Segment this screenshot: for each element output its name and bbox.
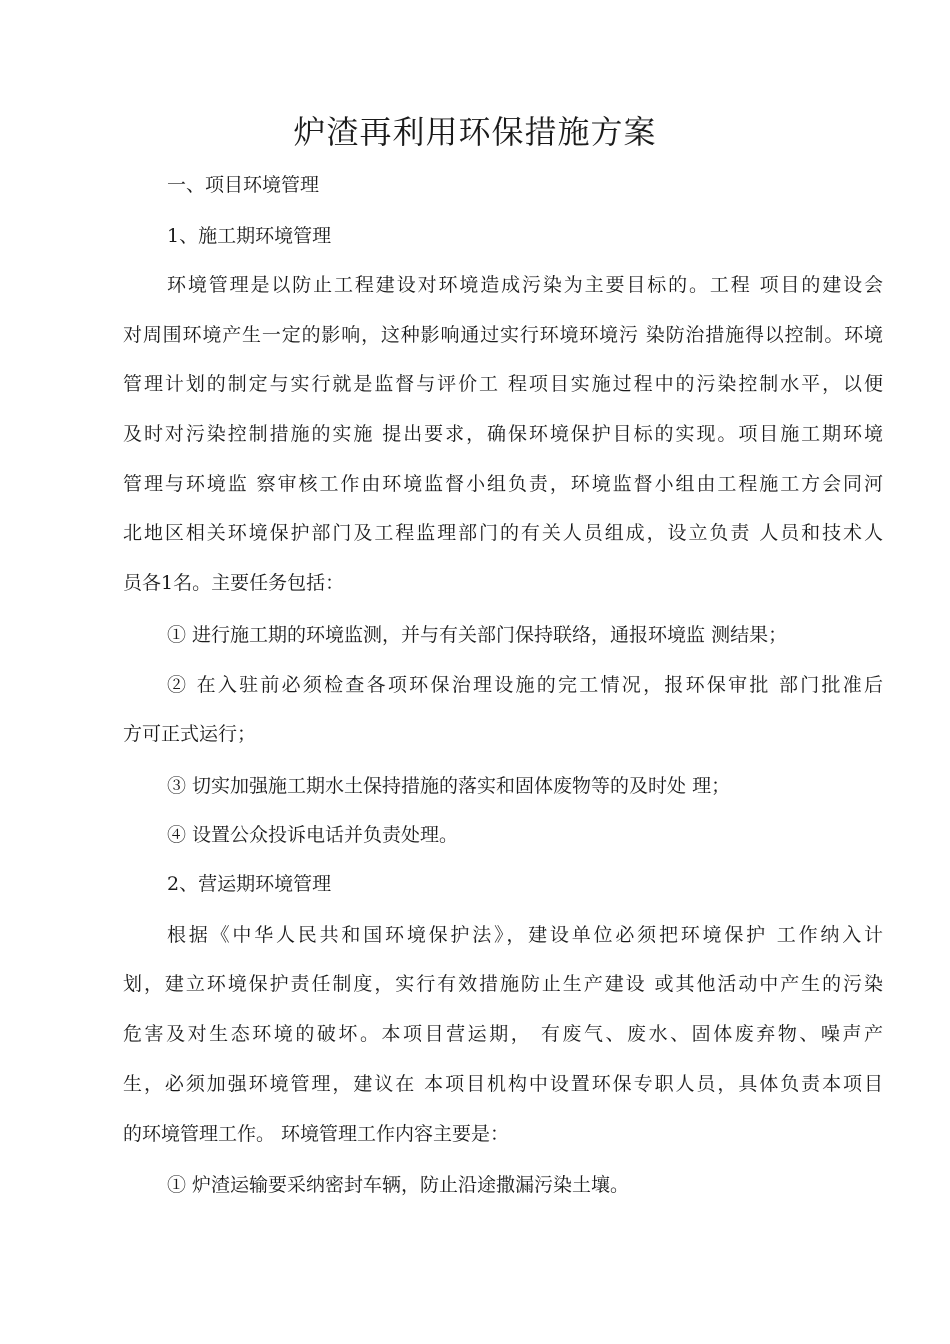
paragraph-line: 危害及对生态环境的破坏。本项目营运期， 有废气、废水、固体废弃物、噪声产 xyxy=(123,1023,883,1045)
document-title: 炉渣再利用环保措施方案 xyxy=(293,113,657,151)
subsection-heading-construction-period: 1、施工期环境管理 xyxy=(167,225,332,247)
paragraph-line: 的环境管理工作。 环境管理工作内容主要是： xyxy=(123,1123,510,1145)
paragraph-line: 管理计划的制定与实行就是监督与评价工 程项目实施过程中的污染控制水平，以便 xyxy=(123,373,883,395)
list-item-slag-transport: ① 炉渣运输要采纳密封车辆，防止沿途撒漏污染土壤。 xyxy=(167,1174,630,1196)
list-item-monitoring: ① 进行施工期的环境监测，并与有关部门保持联络，通报环境监 测结果； xyxy=(167,624,788,646)
paragraph-line: 生，必须加强环境管理，建议在 本项目机构中设置环保专职人员，具体负责本项目 xyxy=(123,1073,883,1095)
paragraph-line: 员各1名。主要任务包括： xyxy=(123,572,345,594)
subsection-heading-operation-period: 2、营运期环境管理 xyxy=(167,873,332,895)
list-item-soil-conservation: ③ 切实加强施工期水土保持措施的落实和固体废物等的及时处 理； xyxy=(167,775,731,797)
paragraph-line: 根据《中华人民共和国环境保护法》，建设单位必须把环境保护 工作纳入计 xyxy=(167,924,883,946)
list-item-facility-check: ② 在入驻前必须检查各项环保治理设施的完工情况，报环保审批 部门批准后 xyxy=(167,674,883,696)
paragraph-line: 及时对污染控制措施的实施 提出要求，确保环境保护目标的实现。项目施工期环境 xyxy=(123,423,883,445)
paragraph-line: 管理与环境监 察审核工作由环境监督小组负责，环境监督小组由工程施工方会同河 xyxy=(123,473,883,495)
list-item-complaint-hotline: ④ 设置公众投诉电话并负责处理。 xyxy=(167,824,459,846)
section-heading-project-environment: 一、项目环境管理 xyxy=(167,174,320,196)
paragraph-line: 环境管理是以防止工程建设对环境造成污染为主要目标的。工程 项目的建设会 xyxy=(167,274,883,296)
paragraph-line: 对周围环境产生一定的影响，这种影响通过实行环境环境污 染防治措施得以控制。环境 xyxy=(123,324,883,346)
list-item-facility-check-cont: 方可正式运行； xyxy=(123,723,257,745)
paragraph-line: 划，建立环境保护责任制度，实行有效措施防止生产建设 或其他活动中产生的污染 xyxy=(123,973,883,995)
paragraph-line: 北地区相关环境保护部门及工程监理部门的有关人员组成，设立负责 人员和技术人 xyxy=(123,522,883,544)
